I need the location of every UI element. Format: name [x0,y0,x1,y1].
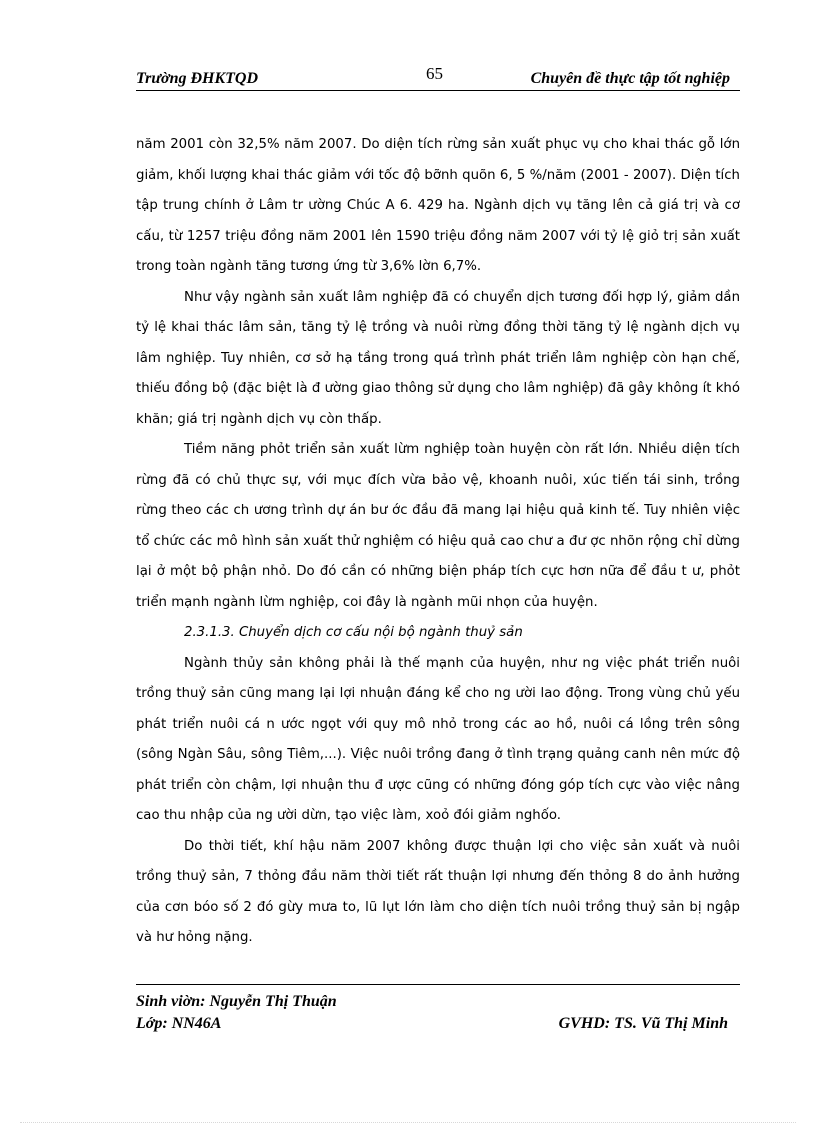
paragraph-3: Tiềm năng phỏt triển sản xuất lừm nghiệp toàn huyện còn rất lớn. Nhiều diện tích rừng đã có chủ thực sự, với mục đích vừa bảo vệ, khoanh nuôi, xúc tiến tái sinh, trồng rừng theo các ch ương trình dự án bư ớc đầu đã mang lại hiệu quả kinh tế. Tuy nhiên việc tổ chức các mô hình sản xuất thử nghiệm có hiệu quả cao chư a đư ợc nhõn rộng chỉ dừng lại ở một bộ phận nhỏ. Do đó cần có những biện pháp tích cực hơn nữa để đầu t ư, phỏt triển mạnh ngành lừm nghiệp, coi đây là ngành mũi nhọn của huyện. [136,442,740,610]
advisor-name: GVHD: TS. Vũ Thị Minh [558,1015,728,1032]
class-name: Lớp: NN46A [136,1015,222,1032]
page-number: 65 [426,64,443,83]
page-header [136,64,740,91]
section-heading: 2.3.1.3. Chuyển dịch cơ cấu nội bộ ngành thuỷ sản [184,625,523,640]
paragraph-1: năm 2001 còn 32,5% năm 2007. Do diện tích rừng sản xuất phục vụ cho khai thác gỗ lớn giảm, khối lượng khai thác giảm với tốc độ bỡnh quõn 6, 5 %/năm (2001 - 2007). Diện tích tập trung chính ở Lâm tr ường Chúc A 6. 429 ha. Ngành dịch vụ tăng lên cả giá trị và cơ cấu, từ 1257 triệu đồng năm 2001 lên 1590 triệu đồng năm 2007 với tỷ lệ giỏ trị sản xuất trong toàn ngành tăng tương ứng từ 3,6% lờn 6,7%. [136,137,740,274]
school-name: Trường ĐHKTQD [136,70,259,87]
document-type: Chuyên đề thực tập tốt nghiệp [530,70,730,87]
body-text [136,130,740,954]
paragraph-2: Như vậy ngành sản xuất lâm nghiệp đã có chuyển dịch tương đối hợp lý, giảm dần tỷ lệ khai thác lâm sản, tăng tỷ lệ trồng và nuôi rừng đồng thời tăng tỷ lệ ngành dịch vụ lâm nghiệp. Tuy nhiên, cơ sở hạ tầng trong quá trình phát triển lâm nghiệp còn hạn chế, thiếu đồng bộ (đặc biệt là đ ường giao thông sử dụng cho lâm nghiệp) đã gây không ít khó khăn; giá trị ngành dịch vụ còn thấp. [136,289,740,427]
page-footer [136,984,740,1045]
paragraph-5: Do thời tiết, khí hậu năm 2007 không được thuận lợi cho việc sản xuất và nuôi trồng thuỷ sản, 7 thỏng đầu năm thời tiết rất thuận lợi nhưng đến thỏng 8 do ảnh hưởng của cơn bóo số 2 đó gừy mưa to, lũ lụt lớn làm cho diện tích nuôi trồng thuỷ sản bị ngập và hư hỏng nặng. [136,838,740,945]
student-name: Sinh viờn: Nguyễn Thị Thuận [136,993,337,1010]
paragraph-4: Ngành thủy sản không phải là thế mạnh của huyện, như ng việc phát triển nuôi trồng thuỷ sản cũng mang lại lợi nhuận đáng kể cho ng ười lao động. Trong vùng chủ yếu phát triển nuôi cá n ước ngọt với quy mô nhỏ trong các ao hồ, nuôi cá lồng trên sông (sông Ngàn Sâu, sông Tiêm,...). Việc nuôi trồng đang ở tình trạng quảng canh nên mức độ phát triển còn chậm, lợi nhuận thu đ ược cũng có những đóng góp tích cực vào việc nâng cao thu nhập của ng ười dừn, tạo việc làm, xoỏ đói giảm nghốo. [136,655,740,823]
